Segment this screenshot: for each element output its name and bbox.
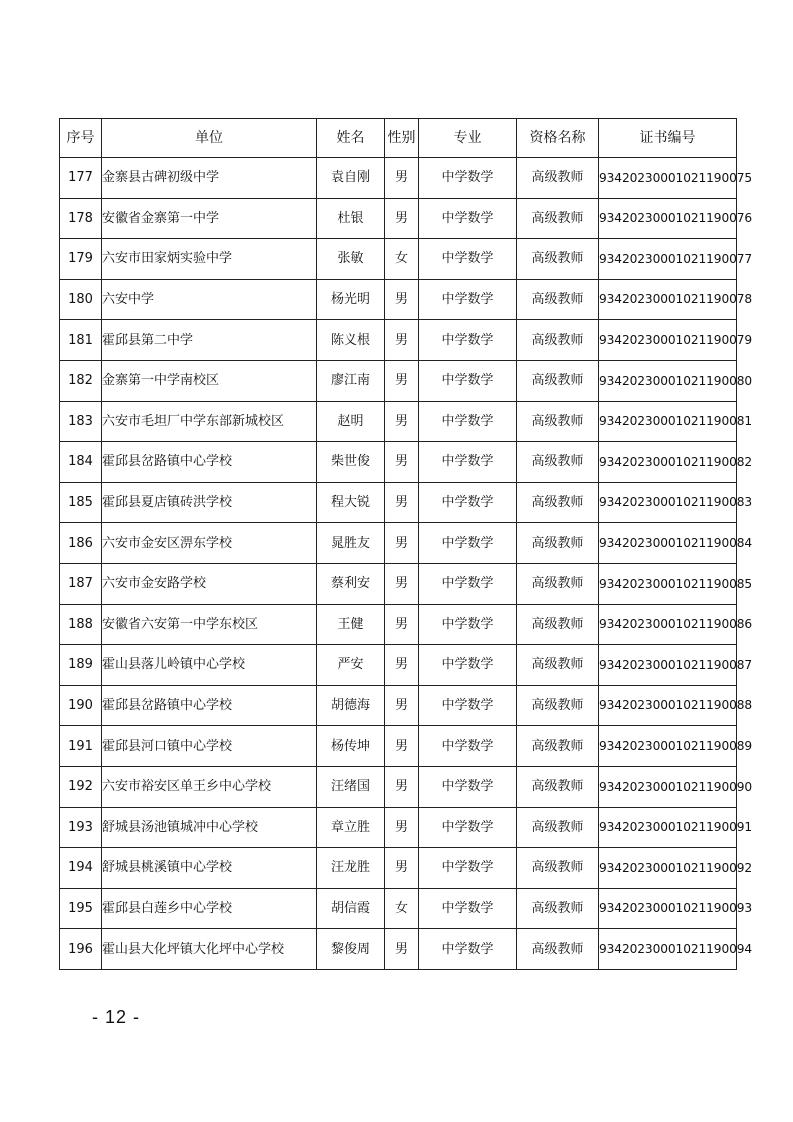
cell-name: 陈义根 — [317, 320, 385, 361]
cell-gender: 男 — [385, 442, 419, 483]
cell-major: 中学数学 — [419, 239, 517, 280]
cell-certificate: 93420230001021190087 — [599, 645, 737, 686]
cell-qualification: 高级教师 — [517, 442, 599, 483]
cell-certificate: 93420230001021190093 — [599, 888, 737, 929]
cell-gender: 男 — [385, 360, 419, 401]
cell-gender: 男 — [385, 320, 419, 361]
cell-qualification: 高级教师 — [517, 401, 599, 442]
cell-major: 中学数学 — [419, 198, 517, 239]
cell-qualification: 高级教师 — [517, 929, 599, 970]
cell-qualification: 高级教师 — [517, 198, 599, 239]
cell-index: 184 — [60, 442, 102, 483]
cell-name: 严安 — [317, 645, 385, 686]
cell-gender: 男 — [385, 766, 419, 807]
table-row — [60, 929, 737, 970]
table-row — [60, 766, 737, 807]
cell-gender: 男 — [385, 482, 419, 523]
cell-qualification: 高级教师 — [517, 158, 599, 199]
cell-unit: 安徽省金寨第一中学 — [102, 198, 317, 239]
cell-name: 王健 — [317, 604, 385, 645]
cell-gender: 男 — [385, 198, 419, 239]
cell-certificate: 93420230001021190088 — [599, 685, 737, 726]
cell-unit: 六安中学 — [102, 279, 317, 320]
cell-index: 182 — [60, 360, 102, 401]
cell-certificate: 93420230001021190075 — [599, 158, 737, 199]
cell-qualification: 高级教师 — [517, 726, 599, 767]
cell-unit: 舒城县汤池镇城冲中心学校 — [102, 807, 317, 848]
header-qualification: 资格名称 — [517, 119, 599, 158]
cell-unit: 金寨第一中学南校区 — [102, 360, 317, 401]
table-row — [60, 158, 737, 199]
cell-major: 中学数学 — [419, 158, 517, 199]
table-row — [60, 604, 737, 645]
cell-certificate: 93420230001021190091 — [599, 807, 737, 848]
cell-major: 中学数学 — [419, 279, 517, 320]
header-index: 序号 — [60, 119, 102, 158]
cell-index: 191 — [60, 726, 102, 767]
table-row — [60, 848, 737, 889]
cell-unit: 舒城县桃溪镇中心学校 — [102, 848, 317, 889]
cell-index: 189 — [60, 645, 102, 686]
cell-gender: 男 — [385, 645, 419, 686]
header-gender: 性别 — [385, 119, 419, 158]
cell-gender: 男 — [385, 158, 419, 199]
cell-unit: 霍邱县第二中学 — [102, 320, 317, 361]
cell-certificate: 93420230001021190079 — [599, 320, 737, 361]
cell-index: 181 — [60, 320, 102, 361]
header-certificate: 证书编号 — [599, 119, 737, 158]
cell-certificate: 93420230001021190078 — [599, 279, 737, 320]
cell-gender: 男 — [385, 279, 419, 320]
cell-certificate: 93420230001021190083 — [599, 482, 737, 523]
cell-qualification: 高级教师 — [517, 604, 599, 645]
cell-certificate: 93420230001021190077 — [599, 239, 737, 280]
cell-name: 胡信霞 — [317, 888, 385, 929]
cell-major: 中学数学 — [419, 766, 517, 807]
cell-major: 中学数学 — [419, 320, 517, 361]
cell-name: 袁自刚 — [317, 158, 385, 199]
cell-gender: 男 — [385, 685, 419, 726]
cell-index: 177 — [60, 158, 102, 199]
cell-name: 廖江南 — [317, 360, 385, 401]
table-row — [60, 360, 737, 401]
cell-index: 196 — [60, 929, 102, 970]
cell-name: 杨光明 — [317, 279, 385, 320]
cell-unit: 霍山县落儿岭镇中心学校 — [102, 645, 317, 686]
cell-index: 193 — [60, 807, 102, 848]
cell-unit: 六安市毛坦厂中学东部新城校区 — [102, 401, 317, 442]
table-row — [60, 888, 737, 929]
cell-certificate: 93420230001021190080 — [599, 360, 737, 401]
cell-major: 中学数学 — [419, 401, 517, 442]
cell-index: 187 — [60, 563, 102, 604]
cell-index: 180 — [60, 279, 102, 320]
cell-gender: 男 — [385, 604, 419, 645]
cell-index: 183 — [60, 401, 102, 442]
cell-certificate: 93420230001021190082 — [599, 442, 737, 483]
cell-gender: 男 — [385, 848, 419, 889]
cell-qualification: 高级教师 — [517, 482, 599, 523]
table-row — [60, 198, 737, 239]
cell-major: 中学数学 — [419, 604, 517, 645]
teacher-qualification-table — [59, 118, 753, 970]
cell-name: 杜银 — [317, 198, 385, 239]
cell-unit: 霍邱县岔路镇中心学校 — [102, 685, 317, 726]
table-row — [60, 685, 737, 726]
cell-unit: 霍邱县白莲乡中心学校 — [102, 888, 317, 929]
cell-certificate: 93420230001021190092 — [599, 848, 737, 889]
cell-qualification: 高级教师 — [517, 360, 599, 401]
cell-major: 中学数学 — [419, 929, 517, 970]
cell-major: 中学数学 — [419, 442, 517, 483]
table-header — [60, 119, 737, 158]
cell-qualification: 高级教师 — [517, 523, 599, 564]
cell-unit: 霍邱县河口镇中心学校 — [102, 726, 317, 767]
cell-qualification: 高级教师 — [517, 888, 599, 929]
cell-major: 中学数学 — [419, 523, 517, 564]
cell-unit: 六安市金安区淠东学校 — [102, 523, 317, 564]
cell-index: 179 — [60, 239, 102, 280]
cell-gender: 男 — [385, 807, 419, 848]
cell-index: 194 — [60, 848, 102, 889]
table-row — [60, 279, 737, 320]
cell-qualification: 高级教师 — [517, 807, 599, 848]
cell-major: 中学数学 — [419, 563, 517, 604]
cell-unit: 金寨县古碑初级中学 — [102, 158, 317, 199]
cell-major: 中学数学 — [419, 848, 517, 889]
cell-unit: 霍邱县岔路镇中心学校 — [102, 442, 317, 483]
cell-certificate: 93420230001021190094 — [599, 929, 737, 970]
cell-qualification: 高级教师 — [517, 239, 599, 280]
cell-index: 195 — [60, 888, 102, 929]
cell-name: 汪绪国 — [317, 766, 385, 807]
cell-certificate: 93420230001021190086 — [599, 604, 737, 645]
cell-qualification: 高级教师 — [517, 645, 599, 686]
table-row — [60, 563, 737, 604]
table-row — [60, 807, 737, 848]
cell-certificate: 93420230001021190085 — [599, 563, 737, 604]
cell-unit: 霍山县大化坪镇大化坪中心学校 — [102, 929, 317, 970]
cell-gender: 男 — [385, 726, 419, 767]
cell-major: 中学数学 — [419, 726, 517, 767]
table-row — [60, 645, 737, 686]
cell-unit: 六安市裕安区单王乡中心学校 — [102, 766, 317, 807]
cell-certificate: 93420230001021190090 — [599, 766, 737, 807]
cell-name: 黎俊周 — [317, 929, 385, 970]
cell-gender: 女 — [385, 239, 419, 280]
header-unit: 单位 — [102, 119, 317, 158]
cell-index: 186 — [60, 523, 102, 564]
cell-unit: 霍邱县夏店镇砖洪学校 — [102, 482, 317, 523]
cell-name: 汪龙胜 — [317, 848, 385, 889]
cell-index: 188 — [60, 604, 102, 645]
cell-major: 中学数学 — [419, 482, 517, 523]
cell-unit: 六安市金安路学校 — [102, 563, 317, 604]
table-body — [60, 158, 753, 970]
cell-qualification: 高级教师 — [517, 848, 599, 889]
cell-gender: 男 — [385, 401, 419, 442]
cell-certificate: 93420230001021190081 — [599, 401, 737, 442]
cell-name: 张敏 — [317, 239, 385, 280]
header-name: 姓名 — [317, 119, 385, 158]
cell-major: 中学数学 — [419, 685, 517, 726]
cell-name: 杨传坤 — [317, 726, 385, 767]
cell-major: 中学数学 — [419, 360, 517, 401]
cell-index: 192 — [60, 766, 102, 807]
cell-index: 185 — [60, 482, 102, 523]
cell-name: 柴世俊 — [317, 442, 385, 483]
cell-gender: 男 — [385, 523, 419, 564]
cell-name: 章立胜 — [317, 807, 385, 848]
table-row — [60, 401, 737, 442]
cell-major: 中学数学 — [419, 807, 517, 848]
cell-certificate: 93420230001021190076 — [599, 198, 737, 239]
cell-qualification: 高级教师 — [517, 563, 599, 604]
cell-major: 中学数学 — [419, 645, 517, 686]
table-row — [60, 320, 737, 361]
cell-gender: 女 — [385, 888, 419, 929]
cell-major: 中学数学 — [419, 888, 517, 929]
table-row — [60, 442, 737, 483]
cell-index: 178 — [60, 198, 102, 239]
page-number: - 12 - — [92, 1007, 141, 1027]
cell-name: 晁胜友 — [317, 523, 385, 564]
cell-unit: 安徽省六安第一中学东校区 — [102, 604, 317, 645]
header-major: 专业 — [419, 119, 517, 158]
cell-qualification: 高级教师 — [517, 685, 599, 726]
table-row — [60, 239, 737, 280]
cell-name: 胡德海 — [317, 685, 385, 726]
table-row — [60, 726, 737, 767]
cell-qualification: 高级教师 — [517, 766, 599, 807]
cell-index: 190 — [60, 685, 102, 726]
cell-name: 蔡利安 — [317, 563, 385, 604]
cell-certificate: 93420230001021190089 — [599, 726, 737, 767]
table-row — [60, 523, 737, 564]
cell-qualification: 高级教师 — [517, 320, 599, 361]
cell-certificate: 93420230001021190084 — [599, 523, 737, 564]
cell-name: 程大锐 — [317, 482, 385, 523]
header-row — [60, 119, 737, 158]
cell-gender: 男 — [385, 563, 419, 604]
cell-unit: 六安市田家炳实验中学 — [102, 239, 317, 280]
cell-gender: 男 — [385, 929, 419, 970]
table-row — [60, 482, 737, 523]
cell-qualification: 高级教师 — [517, 279, 599, 320]
cell-name: 赵明 — [317, 401, 385, 442]
